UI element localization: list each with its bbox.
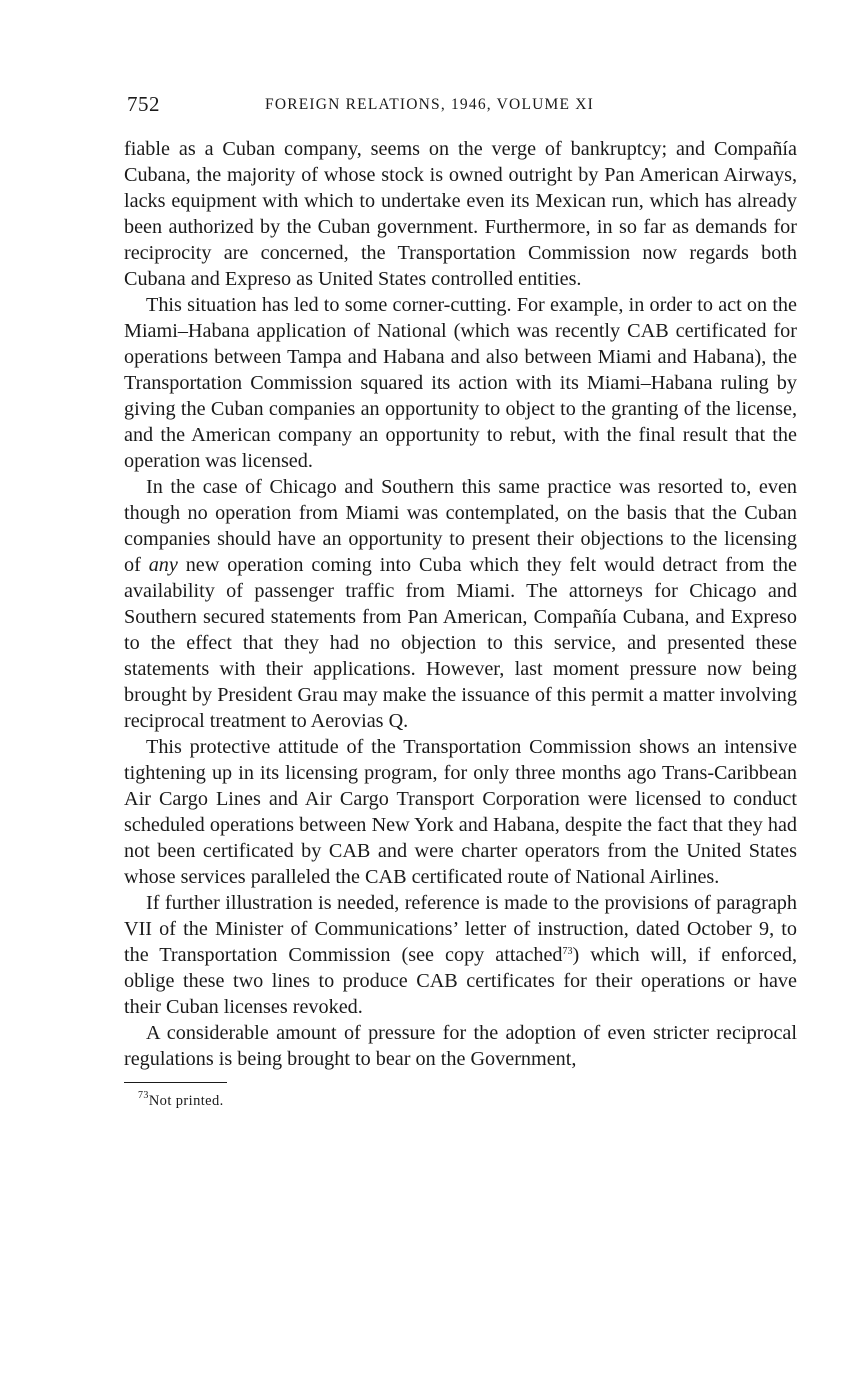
footnote-number: 73 [138, 1090, 149, 1101]
paragraph-5-text-after: ) which will, if enforced, oblige these two lines to produce CAB certificates for their operations or have their Cuban licenses revoked. [124, 944, 797, 1018]
paragraph-3-text-before: In the case of Chicago and Southern this same practice was resorted to, even though no operation from Miami was contemplated, on the basis that the Cuban companies should have an opportunity to present their objections to the licensing of [124, 476, 797, 576]
paragraph-6 [124, 1020, 797, 1072]
page-number: 752 [127, 92, 160, 116]
running-head: FOREIGN RELATIONS, 1946, VOLUME XI [265, 96, 594, 113]
paragraph-4 [124, 734, 797, 890]
paragraph-5-text-before: If further illustration is needed, reference is made to the provisions of paragraph VII of the Minister of Communications’ letter of instruction, dated October 9, to the Transportation Commission (see copy attached [124, 892, 797, 966]
paragraph-4-text: This protective attitude of the Transportation Commission shows an intensive tightening up in its licensing program, for only three months ago Trans-Caribbean Air Cargo Lines and Air Cargo Transport Corporation were licensed to conduct scheduled operations between New York and Habana, despite the fact that they had not been certificated by CAB and were charter operators from the United States whose services paralleled the CAB certificated route of National Airlines. [124, 736, 797, 888]
body-text [124, 136, 797, 1072]
paragraph-1 [124, 136, 797, 292]
paragraph-6-text: A considerable amount of pressure for the adoption of even stricter reciprocal regulations is being brought to bear on the Government, [124, 1022, 797, 1070]
footnote-text: Not printed. [148, 1093, 224, 1109]
paragraph-3-italic-word: any [148, 554, 178, 576]
paragraph-3-text-after: new operation coming into Cuba which they felt would detract from the availability of passenger traffic from Miami. The attorneys for Chicago and Southern secured statements from Pan American, Compañía Cubana, and Expreso to the effect that they had no objection to this service, and presented these statements with their applications. However, last moment pressure now being brought by President Grau may make the issuance of this permit a matter involving reciprocal treatment to Aerovias Q. [124, 554, 797, 732]
paragraph-3 [124, 474, 797, 734]
footnote-reference[interactable]: 73 [562, 946, 573, 957]
paragraph-2 [124, 292, 797, 474]
footnote-divider [124, 1082, 227, 1083]
paragraph-5 [124, 890, 797, 1020]
document-page [124, 92, 797, 1110]
paragraph-1-text: fiable as a Cuban company, seems on the verge of bankruptcy; and Compañía Cubana, the majority of whose stock is owned outright by Pan American Airways, lacks equipment with which to undertake even its Mexican run, which has already been authorized by the Cuban government. Furthermore, in so far as demands for reciprocity are concerned, the Transportation Commission now regards both Cubana and Expreso as United States controlled entities. [124, 138, 797, 290]
page-header [124, 92, 797, 122]
paragraph-2-text: This situation has led to some corner-cutting. For example, in order to act on the Miami–Habana application of National (which was recently CAB certificated for operations between Tampa and Habana and also between Miami and Habana), the Transportation Commission squared its action with its Miami–Habana ruling by giving the Cuban companies an opportunity to object to the granting of the license, and the American company an opportunity to rebut, with the final result that the operation was licensed. [124, 294, 797, 472]
footnote [138, 1090, 797, 1110]
